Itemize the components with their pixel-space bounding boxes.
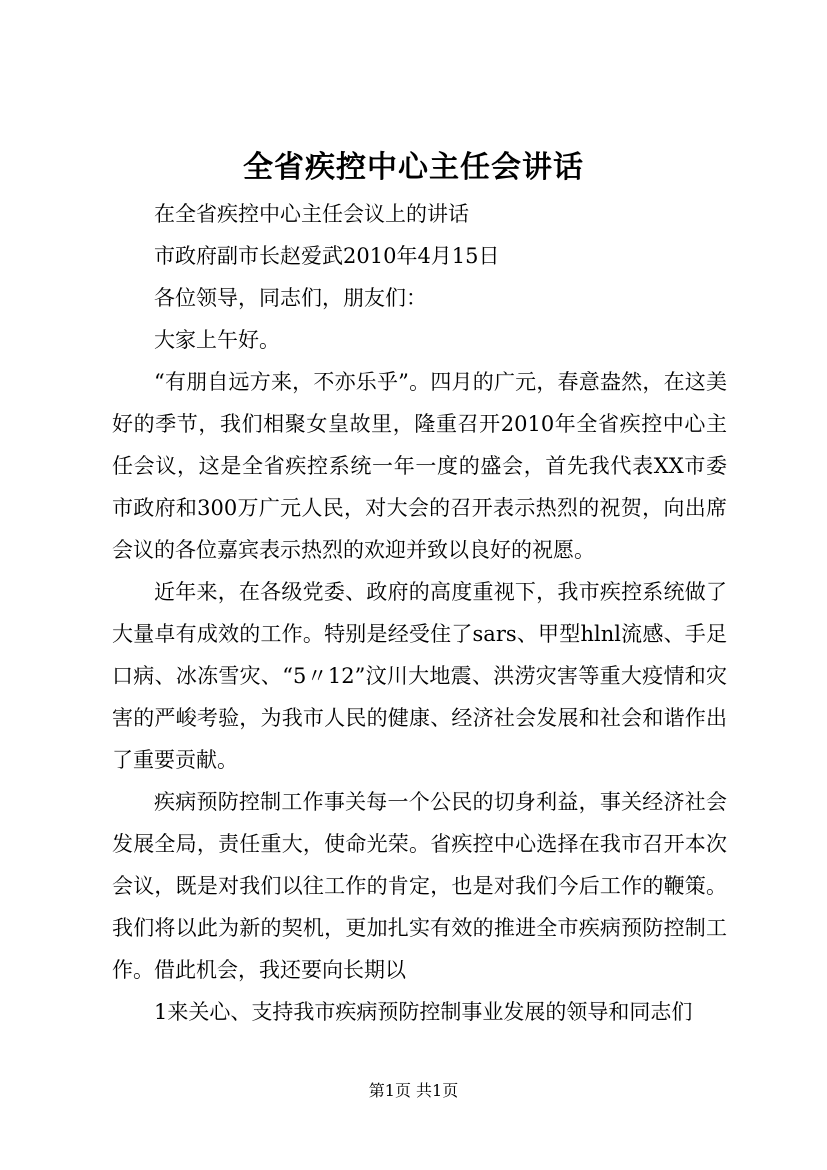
body-paragraph: 疾病预防控制工作事关每一个公民的切身利益，事关经济社会发展全局，责任重大，使命光荣。省疾控中心选择在我市召开本次会议，既是对我们以往工作的肯定，也是对我们今后工作的鞭策。我们将以此为新的契机，更加扎实有效的推进全市疾病预防控制工作。借此机会，我还要向长期以 <box>112 790 727 982</box>
page-number-footer: 第1页 共1页 <box>368 1081 459 1100</box>
document-title: 全省疾控中心主任会讲话 <box>243 150 584 185</box>
document-body <box>112 193 727 1033</box>
body-paragraph: 近年来，在各级党委、政府的高度重视下，我市疾控系统做了大量卓有成效的工作。特别是经受住了sars、甲型hlnl流感、手足口病、冰冻雪灾、“5〃12”汶川大地震、洪涝灾害等重大疫情和灾害的严峻考验，为我市人民的健康、经济社会发展和社会和谐作出了重要贡献。 <box>112 580 727 772</box>
speaker-line: 市政府副市长赵爱武2010年4月15日 <box>154 244 500 268</box>
greeting: 大家上午好。 <box>154 328 280 352</box>
salutation: 各位领导，同志们，朋友们： <box>154 286 427 310</box>
body-paragraph: 1来关心、支持我市疾病预防控制事业发展的领导和同志们 <box>154 1000 693 1024</box>
body-paragraph: “有朋自远方来，不亦乐乎”。四月的广元，春意盎然，在这美好的季节，我们相聚女皇故里，隆重召开2010年全省疾控中心主任会议，这是全省疾控系统一年一度的盛会，首先我代表XX市委市政府和300万广元人民，对大会的召开表示热烈的祝贺，向出席会议的各位嘉宾表示热烈的欢迎并致以良好的祝愿。 <box>112 370 727 562</box>
speech-heading: 在全省疾控中心主任会议上的讲话 <box>154 202 469 226</box>
